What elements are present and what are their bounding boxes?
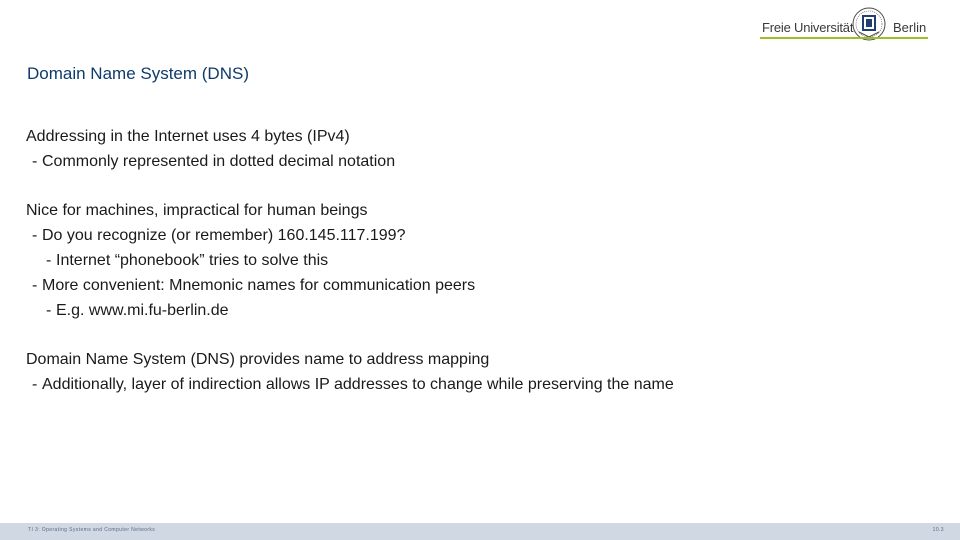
bullet-level-1 [26, 273, 926, 298]
bullet-text: Do you recognize (or remember) 160.145.117.199? [42, 227, 406, 244]
dash-marker: - [32, 153, 38, 170]
dash-marker: - [32, 376, 38, 393]
bullet-text: More convenient: Mnemonic names for communication peers [42, 277, 476, 294]
slide-footer [0, 523, 960, 540]
spacer [26, 174, 926, 198]
dash-marker: - [32, 227, 38, 244]
spacer [26, 323, 926, 347]
bullet-level-1 [26, 223, 926, 248]
bullet-level-1 [26, 372, 926, 397]
logo-text-right: Berlin [893, 20, 927, 35]
bullet-text: Additionally, layer of indirection allows IP addresses to change while preserving the name [42, 376, 674, 393]
bullet-level-0: Addressing in the Internet uses 4 bytes (IPv4) [26, 128, 350, 145]
dash-marker: - [46, 302, 52, 319]
bullet-level-1 [26, 149, 926, 174]
footer-page-number: 10.3 [932, 527, 944, 533]
university-logo [760, 6, 928, 46]
logo-rule [760, 37, 928, 39]
slide-title: Domain Name System (DNS) [27, 64, 249, 83]
bullet-level-2 [26, 298, 926, 323]
slide-body [26, 124, 926, 397]
bullet-level-2 [26, 248, 926, 273]
logo-text-left: Freie Universität [762, 20, 854, 35]
bullet-level-0: Nice for machines, impractical for human beings [26, 202, 368, 219]
bullet-text: Internet “phonebook” tries to solve this [56, 252, 329, 269]
university-seal-icon [848, 6, 890, 46]
dash-marker: - [46, 252, 52, 269]
bullet-level-0: Domain Name System (DNS) provides name to address mapping [26, 351, 490, 368]
bullet-text: Commonly represented in dotted decimal notation [42, 153, 396, 170]
footer-course-label: TI 3: Operating Systems and Computer Networks [28, 527, 156, 533]
bullet-text: E.g. www.mi.fu-berlin.de [56, 302, 229, 319]
dash-marker: - [32, 277, 38, 294]
